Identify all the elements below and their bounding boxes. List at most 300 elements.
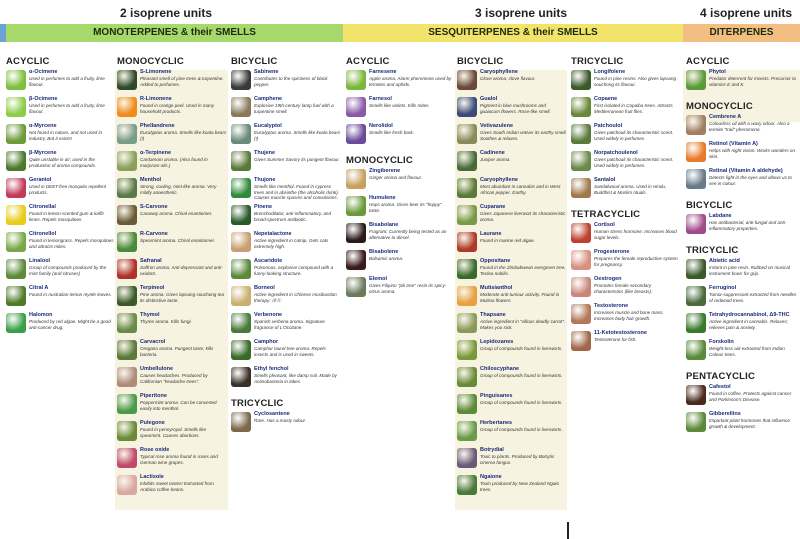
section-title: TRICYCLIC: [571, 56, 624, 67]
section-title: BICYCLIC: [231, 56, 278, 67]
compound-text: [480, 204, 567, 222]
compound-text: [254, 258, 341, 276]
column-2: [117, 56, 227, 501]
compound-entry: [686, 141, 798, 168]
compound-text: [29, 312, 114, 330]
compound-entry: [346, 222, 454, 249]
compound-entry: [6, 177, 114, 204]
compound-entry: [457, 285, 567, 312]
compound-image: [571, 331, 591, 351]
compound-image: [686, 340, 706, 360]
column-6: [571, 56, 681, 357]
compound-name: Patchoulol: [594, 123, 623, 129]
compound-entry: [6, 69, 114, 96]
compound-text: [140, 231, 227, 244]
compound-name: α-Terpinene: [140, 150, 172, 156]
compound-image: [571, 277, 591, 297]
compound-image: [6, 286, 26, 306]
compound-entry: [117, 393, 227, 420]
compound-name: Caryophyllene: [480, 69, 518, 75]
compound-text: [254, 96, 341, 114]
compound-text: [709, 69, 798, 87]
compound-name: Thujone: [254, 177, 276, 183]
compound-text: [140, 204, 227, 217]
compound-description: Eucalyptus aroma. Smells like koala bears (!): [254, 130, 341, 141]
compound-entry: [117, 420, 227, 447]
compound-entry: [6, 96, 114, 123]
compound-image: [117, 259, 137, 279]
compound-text: [254, 366, 341, 384]
compound-description: Found in lemon-scented gum & kaffir limes. Repels mosquitoes.: [29, 211, 105, 222]
compound-name: Linalool: [29, 258, 51, 264]
section-title: TETRACYCLIC: [571, 209, 641, 220]
compound-image: [686, 259, 706, 279]
compound-name: Rose oxide: [140, 447, 170, 453]
compound-text: [140, 474, 227, 492]
compound-image: [231, 205, 251, 225]
compound-description: Caraway aroma. Chiral enantiomer.: [140, 211, 213, 216]
compound-name: S-Carvone: [140, 204, 168, 210]
compound-text: [709, 258, 798, 276]
compound-name: Pinguisanes: [480, 393, 513, 399]
compound-name: Retinal (Vitamin A aldehyde): [709, 168, 783, 174]
compound-entry: [686, 411, 798, 438]
compound-entry: [346, 168, 454, 195]
compound-description: Spearmint aroma. Chiral enantiomer.: [140, 238, 216, 243]
compound-entry: [686, 339, 798, 366]
section-title: ACYCLIC: [6, 56, 50, 67]
compound-name: Geraniol: [29, 177, 52, 183]
compound-image: [457, 394, 477, 414]
compound-entry: [231, 285, 341, 312]
compound-name: Herbertanes: [480, 420, 513, 426]
compound-image: [457, 70, 477, 90]
compound-description: Smells like fresh bark.: [369, 130, 414, 135]
compound-name: Tetrahydrocannabinol, Δ9-THC: [709, 312, 790, 318]
compound-name: Copaene: [594, 96, 618, 102]
compound-entry: [457, 447, 567, 474]
compound-description: Pigment in blue mushrooms and guaiacum flowers. Rose-like smell.: [480, 103, 551, 114]
compound-name: Labdane: [709, 213, 732, 219]
compound-description: Group of compounds found in liverworts.: [480, 427, 563, 432]
compound-text: [709, 384, 798, 402]
compound-name: Testosterone: [594, 303, 629, 309]
compound-description: Active ingredient in catnip. Gets cats extremely high.: [254, 238, 329, 249]
compound-image: [346, 196, 366, 216]
compound-description: Peppermint aroma. Can be converted easily into menthol.: [140, 400, 217, 411]
compound-image: [457, 286, 477, 306]
compound-entry: [231, 231, 341, 258]
compound-name: Nepetalactone: [254, 231, 292, 237]
compound-text: [369, 195, 454, 213]
compound-entry: [6, 150, 114, 177]
compound-image: [346, 250, 366, 270]
compound-entry: [6, 123, 114, 150]
compound-image: [457, 421, 477, 441]
compound-name: Gualol: [480, 96, 498, 102]
compound-entry: [571, 123, 681, 150]
compound-text: [254, 177, 341, 201]
compound-name: Ngaione: [480, 474, 502, 480]
compound-image: [231, 259, 251, 279]
compound-entry: [346, 195, 454, 222]
compound-entry: [231, 366, 341, 393]
compound-image: [346, 169, 366, 189]
compound-text: [480, 393, 567, 406]
compound-text: [480, 285, 567, 303]
compound-text: [369, 96, 454, 109]
compound-name: S-Limonene: [140, 69, 172, 75]
compound-description: Weight-loss aid extracted from Indian Coleus trees.: [709, 346, 785, 357]
compound-image: [117, 313, 137, 333]
compound-description: Gives South Indian vetiver its earthy smell. Soothes & relaxes.: [480, 130, 567, 141]
compound-image: [457, 205, 477, 225]
compound-text: [254, 312, 341, 330]
compound-image: [686, 115, 706, 135]
compound-entry: [686, 213, 798, 240]
compound-text: [369, 276, 454, 294]
compound-entry: [571, 222, 681, 249]
compound-description: Has antibacterial, anti-fungal and anti-inflammatory properties.: [709, 220, 787, 231]
compound-entry: [457, 474, 567, 501]
compound-text: [480, 339, 567, 352]
compound-description: Moderate anti-tumour activity. Found in Mutisia flowers.: [480, 292, 560, 303]
compound-image: [117, 232, 137, 252]
compound-name: Umbellulone: [140, 366, 174, 372]
compound-description: Helps with night vision. Works wonders on skin.: [709, 148, 796, 159]
compound-entry: [457, 150, 567, 177]
compound-description: Found in pine resins. Also gives lapsang souchong its flavour.: [594, 76, 677, 87]
compound-name: Terpineol: [140, 285, 165, 291]
compound-entry: [457, 177, 567, 204]
compound-description: Smells like violets. Kills mites.: [369, 103, 430, 108]
compound-name: Citronellol: [29, 231, 57, 237]
compound-image: [686, 412, 706, 432]
compound-name: Lactisole: [140, 474, 164, 480]
compound-entry: [686, 285, 798, 312]
compound-image: [231, 151, 251, 171]
compound-description: Increases muscle and bone mass. Increases body hair growth.: [594, 310, 664, 321]
compound-entry: [571, 249, 681, 276]
compound-text: [140, 150, 227, 168]
compound-name: Piperitone: [140, 393, 167, 399]
compound-description: Pleasant smell of pine trees & turpentine. Added to perfumes.: [140, 76, 224, 87]
compound-name: Thymol: [140, 312, 160, 318]
compound-description: Causes headaches. Produced by Californian "headache trees".: [140, 373, 208, 384]
compound-description: Not found in nature, and not used in industry. But it exists!: [29, 130, 103, 141]
compound-name: α-Myrcene: [29, 123, 57, 129]
compound-entry: [6, 258, 114, 285]
compound-description: Group of compounds produced by the mint family (and citruses): [29, 265, 107, 276]
compound-text: [29, 285, 114, 298]
compound-image: [231, 70, 251, 90]
compound-description: Sandalwood aroma. Used in Hindu, Buddhist & Muslim rituals.: [594, 184, 667, 195]
compound-image: [346, 277, 366, 297]
compound-description: Saffron aroma. Anti-depressant and anti-oxidant.: [140, 265, 223, 276]
compound-image: [231, 367, 251, 387]
compound-entry: [231, 339, 341, 366]
compound-name: Camphene: [254, 96, 283, 102]
compound-name: Citral A: [29, 285, 49, 291]
compound-entry: [571, 177, 681, 204]
compound-text: [709, 411, 798, 429]
compound-description: Active ingredient in cannabis. Relaxes; relieves pain & anxiety.: [709, 319, 788, 330]
compound-text: [29, 123, 114, 141]
compound-name: 11-Ketotestosterone: [594, 330, 647, 336]
compound-text: [29, 69, 114, 87]
compound-text: [29, 204, 114, 222]
compound-entry: [346, 96, 454, 123]
compound-name: Laurane: [480, 231, 502, 237]
compound-description: Active ingredient in "villous deadly carrot". Makes you sick.: [480, 319, 566, 330]
compound-description: Used in DEET-free mosquito repellent products.: [29, 184, 106, 195]
compound-description: Camphor laurel tree aroma. Repels insects and is used in sweets.: [254, 346, 326, 357]
compound-text: [140, 96, 227, 114]
compound-entry: [117, 96, 227, 123]
compound-name: R-Carvone: [140, 231, 168, 237]
compound-name: Botrydial: [480, 447, 504, 453]
compound-name: Phellandrene: [140, 123, 175, 129]
compound-text: [594, 249, 681, 267]
compound-entry: [346, 249, 454, 276]
compound-description: Human stress hormone. Increases blood sugar levels.: [594, 229, 677, 240]
compound-description: Gives Filipino "pili tree" resin its spicy-citrus aroma.: [369, 283, 447, 294]
compound-name: Vetivazulene: [480, 123, 514, 129]
compound-entry: [457, 96, 567, 123]
compound-name: Progesterone: [594, 249, 630, 255]
compound-image: [686, 214, 706, 234]
compound-name: Forskolin: [709, 339, 734, 345]
compound-name: Ascaridole: [254, 258, 283, 264]
compound-entry: [231, 177, 341, 204]
compound-text: [594, 69, 681, 87]
compound-text: [140, 258, 227, 276]
column-4: [346, 56, 454, 303]
compound-image: [117, 394, 137, 414]
compound-name: Citronellal: [29, 204, 56, 210]
compound-image: [571, 304, 591, 324]
compound-description: Fragrant. Currently being tested as an alternative to diesel.: [369, 229, 447, 240]
compound-description: Active ingredient in Chinese moxibustion therapy: 冰片.: [254, 292, 337, 303]
compound-description: Juniper aroma.: [480, 157, 511, 162]
compound-entry: [6, 204, 114, 231]
section-title: PENTACYCLIC: [686, 371, 756, 382]
compound-name: Humulene: [369, 195, 396, 201]
compound-image: [117, 178, 137, 198]
header-4-isoprene-units: 4 isoprene units: [700, 6, 793, 20]
compound-text: [140, 420, 227, 438]
compound-image: [231, 412, 251, 432]
compound-image: [6, 178, 26, 198]
compound-image: [457, 475, 477, 495]
compound-image: [231, 286, 251, 306]
compound-name: Mutisianthol: [480, 285, 513, 291]
compound-name: Menthol: [140, 177, 162, 183]
column-5: [457, 56, 567, 501]
compound-entry: [346, 69, 454, 96]
compound-description: Toxin produced by New Zealand Ngaio trees.: [480, 481, 559, 492]
compound-entry: [231, 96, 341, 123]
compound-image: [346, 124, 366, 144]
compound-description: Oregano aroma. Pungent taste; kills bacteria.: [140, 346, 214, 357]
compound-image: [686, 313, 706, 333]
compound-image: [346, 97, 366, 117]
compound-entry: [6, 231, 114, 258]
compound-description: Quite unstable in air; used in the production of aroma compounds.: [29, 157, 97, 168]
compound-image: [571, 124, 591, 144]
compound-text: [254, 411, 341, 424]
compound-entry: [571, 150, 681, 177]
compound-image: [117, 367, 137, 387]
compound-entry: [117, 447, 227, 474]
compound-image: [457, 151, 477, 171]
compound-description: Gives Summer Savory its pungent flavour.: [254, 157, 340, 162]
compound-entry: [686, 114, 798, 141]
compound-text: [29, 231, 114, 249]
section-title: BICYCLIC: [457, 56, 504, 67]
compound-entry: [117, 285, 227, 312]
compound-name: Nerolidol: [369, 123, 393, 129]
compound-text: [369, 69, 454, 87]
diterpenes-band: DITERPENES: [683, 24, 800, 42]
compound-image: [117, 151, 137, 171]
compound-name: Lepidozanes: [480, 339, 514, 345]
compound-name: Eucalyptol: [254, 123, 282, 129]
compound-description: Important plant hormones that influence growth & development.: [709, 418, 790, 429]
compound-text: [140, 177, 227, 195]
compound-description: Pine aroma. Gives lapsang souchong tea its distinctive taste.: [140, 292, 225, 303]
compound-description: Found in orange peel. Used in many household products.: [140, 103, 215, 114]
compound-text: [709, 141, 798, 159]
compound-text: [480, 258, 567, 276]
compound-entry: [571, 330, 681, 357]
compound-text: [254, 285, 341, 303]
column-1: [6, 56, 114, 339]
compound-text: [140, 393, 227, 411]
compound-text: [594, 123, 681, 141]
compound-text: [480, 231, 567, 244]
compound-image: [571, 178, 591, 198]
compound-entry: [117, 123, 227, 150]
compound-name: Cadinene: [480, 150, 505, 156]
compound-image: [571, 250, 591, 270]
compound-description: Found in pennyroyal. Smells like spearmint. Causes abortions.: [140, 427, 207, 438]
compound-name: Ethyl fenchol: [254, 366, 289, 372]
section-title: TRICYCLIC: [686, 245, 739, 256]
compound-image: [6, 124, 26, 144]
compound-description: Detects light in the eyes and allows us to see in colour.: [709, 175, 792, 186]
compound-entry: [231, 312, 341, 339]
compound-description: Gives patchouli its characteristic scent. Used widely in perfumes.: [594, 130, 674, 141]
compound-image: [231, 178, 251, 198]
compound-text: [594, 177, 681, 195]
compound-name: Santalol: [594, 177, 616, 183]
compound-description: Typical rose aroma found in roses and German wine grapes.: [140, 454, 218, 465]
compound-description: Toxic to plants. Produced by Botrytis cinerea fungus.: [480, 454, 555, 465]
compound-name: Longifolene: [594, 69, 626, 75]
compound-image: [457, 340, 477, 360]
compound-description: Found in lemongrass. Repels mosquitoes and attracts mites.: [29, 238, 114, 249]
compound-image: [231, 232, 251, 252]
compound-image: [346, 223, 366, 243]
compound-image: [457, 259, 477, 279]
compound-entry: [346, 123, 454, 150]
compound-name: Caryophyllene: [480, 177, 518, 183]
compound-image: [117, 340, 137, 360]
compound-name: Cyclosantene: [254, 411, 290, 417]
compound-entry: [117, 339, 227, 366]
compound-entry: [457, 69, 567, 96]
compound-text: [369, 249, 454, 262]
compound-image: [231, 97, 251, 117]
compound-image: [6, 205, 26, 225]
compound-image: [117, 286, 137, 306]
compound-text: [254, 150, 341, 163]
compound-image: [117, 124, 137, 144]
section-title: ACYCLIC: [346, 56, 390, 67]
compound-image: [457, 124, 477, 144]
compound-description: Tumor-suppressant extracted from needles of redwood trees.: [709, 292, 797, 303]
compound-text: [254, 123, 341, 141]
compound-description: Inhibits sweet tastes! Extracted from Arabica coffee beans.: [140, 481, 214, 492]
compound-image: [117, 205, 137, 225]
compound-image: [117, 448, 137, 468]
compound-image: [457, 97, 477, 117]
compound-entry: [457, 420, 567, 447]
compound-name: Thapsane: [480, 312, 506, 318]
compound-description: Apple aroma. Alarm pheromone used by termites and aphids.: [369, 76, 452, 87]
compound-entry: [231, 150, 341, 177]
compound-image: [6, 232, 26, 252]
compound-description: Found in Australian lemon myrtle leaves.: [29, 292, 112, 297]
compound-image: [117, 475, 137, 495]
compound-text: [369, 168, 454, 181]
compound-name: Safranal: [140, 258, 162, 264]
section-title: TRICYCLIC: [231, 398, 284, 409]
compound-entry: [117, 204, 227, 231]
compound-text: [480, 123, 567, 141]
compound-name: Carvacrol: [140, 339, 166, 345]
compound-name: Oppositane: [480, 258, 511, 264]
compound-entry: [117, 474, 227, 501]
compound-entry: [117, 177, 227, 204]
compound-image: [457, 448, 477, 468]
compound-name: β-Myrcene: [29, 150, 57, 156]
compound-image: [6, 313, 26, 333]
compound-entry: [117, 258, 227, 285]
compound-text: [369, 222, 454, 240]
compound-name: Retinol (Vitamin A): [709, 141, 758, 147]
compound-description: Thyme aroma. Kills fungi.: [140, 319, 192, 324]
compound-entry: [231, 411, 341, 438]
compound-image: [6, 70, 26, 90]
compound-entry: [117, 366, 227, 393]
compound-image: [231, 313, 251, 333]
compound-name: Elemol: [369, 276, 388, 282]
compound-entry: [117, 231, 227, 258]
compound-entry: [571, 69, 681, 96]
compound-text: [480, 447, 567, 465]
compound-text: [594, 276, 681, 294]
compound-name: Cafestol: [709, 384, 731, 390]
compound-image: [457, 313, 477, 333]
compound-text: [480, 96, 567, 114]
compound-description: Bronchodilator, anti-inflammatory, and broad-spectrum antibiotic.: [254, 211, 332, 222]
compound-name: Cortisol: [594, 222, 615, 228]
compound-entry: [457, 204, 567, 231]
compound-description: Ginger aroma and flavour.: [369, 175, 423, 180]
compound-text: [709, 168, 798, 186]
